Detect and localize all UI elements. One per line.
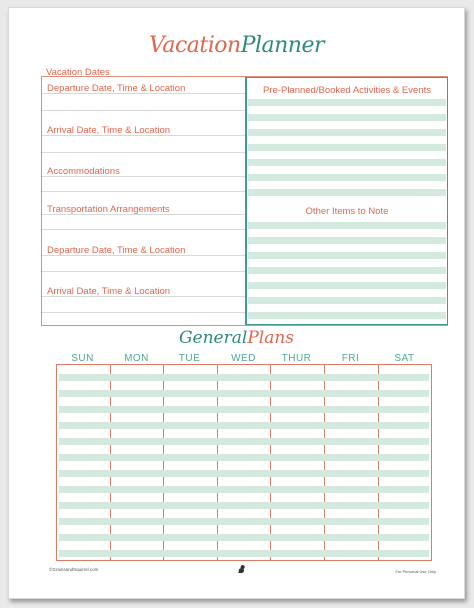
calendar-stripe [59,406,429,413]
field-line [42,110,245,111]
field-line [42,152,245,153]
left-column [42,77,245,325]
day-label-sat: SAT [394,353,415,364]
calendar-stripe [59,454,429,461]
field-line [42,191,245,192]
day-label-fri: FRI [341,353,360,364]
day-label-mon: MON [124,353,149,364]
field-line [42,176,245,177]
field-line [42,296,245,297]
calendar-stripe [59,486,429,493]
copyright-text: ©GrainsandSquirrel.com [49,567,99,572]
weekly-calendar-grid [56,364,432,561]
field-line [42,271,245,272]
vacation-details-box [41,76,448,326]
lined-row [248,174,446,181]
day-label-sun: SUN [71,353,94,364]
lined-row [248,129,446,136]
general-plans-part-plans: Plans [247,328,295,348]
lined-row [248,189,446,196]
lined-row [248,252,446,259]
right-column [245,77,448,325]
calendar-stripe [59,374,429,381]
lined-row [248,99,446,106]
general-plans-title [9,328,464,348]
lined-row [248,237,446,244]
calendar-stripe [59,534,429,541]
day-label-tue: TUE [178,353,201,364]
calendar-stripe [59,422,429,429]
squirrel-icon [236,564,246,574]
field-line [42,214,245,215]
field-departure-2: Departure Date, Time & Location [47,245,186,256]
field-line [42,229,245,230]
calendar-stripe [59,502,429,509]
other-items-label: Other Items to Note [305,206,389,217]
calendar-stripe [59,438,429,445]
field-accommodations: Accommodations [47,166,120,177]
field-line [42,255,245,256]
lined-row [248,159,446,166]
vacation-dates-label: Vacation Dates [46,67,110,78]
activities-label: Pre-Planned/Booked Activities & Events [263,85,431,96]
lined-row [248,312,446,319]
calendar-stripe [59,390,429,397]
lined-row [248,297,446,304]
field-arrival-1: Arrival Date, Time & Location [47,125,171,136]
lined-row [248,282,446,289]
personal-use-text: For Personal Use Only [395,569,436,574]
calendar-stripe [59,470,429,477]
page-title [9,33,464,58]
title-part-planner: Planner [240,33,325,58]
field-transportation: Transportation Arrangements [47,204,170,215]
general-plans-part-general: General [178,328,248,348]
title-part-vacation: Vacation [148,33,241,58]
calendar-stripe [59,518,429,525]
field-departure-1: Departure Date, Time & Location [47,83,186,94]
lined-row [248,144,446,151]
field-line [42,93,245,94]
calendar-stripe [59,550,429,557]
field-line [42,312,245,313]
day-label-thur: THUR [281,353,312,364]
lined-row [248,222,446,229]
field-line [42,135,245,136]
lined-row [248,267,446,274]
field-arrival-2: Arrival Date, Time & Location [47,286,171,297]
lined-row [248,114,446,121]
planner-page [8,7,465,599]
day-label-wed: WED [231,353,256,364]
